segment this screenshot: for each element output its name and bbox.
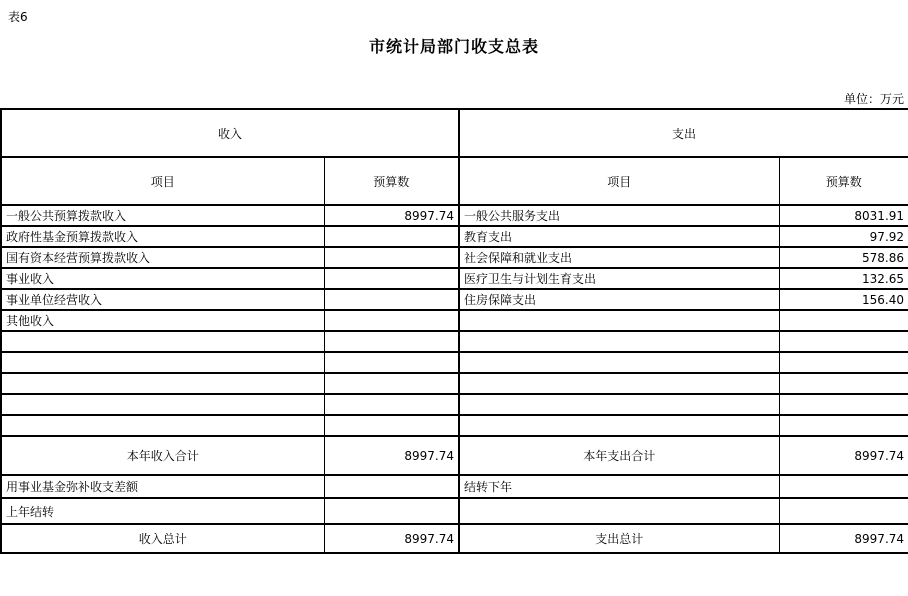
adjustment-row <box>1 475 908 498</box>
table-row <box>1 289 908 310</box>
income-budget-cell <box>324 415 459 436</box>
expense-section-header: 支出 <box>459 109 908 157</box>
subtotal-row <box>1 436 908 475</box>
income-item-cell <box>1 394 324 415</box>
expense-item-cell <box>459 331 779 352</box>
income-item-cell: 一般公共预算拨款收入 <box>1 205 324 226</box>
expense-budget-cell <box>779 331 908 352</box>
budget-table <box>0 108 908 554</box>
income-budget-cell <box>324 352 459 373</box>
expense-item-cell: 结转下年 <box>459 475 779 498</box>
expense-budget-cell: 97.92 <box>779 226 908 247</box>
expense-item-cell <box>459 310 779 331</box>
income-budget-cell <box>324 394 459 415</box>
expense-budget-cell: 132.65 <box>779 268 908 289</box>
income-item-cell: 其他收入 <box>1 310 324 331</box>
table-number-label: 表6 <box>8 10 28 24</box>
table-row <box>1 310 908 331</box>
expense-budget-cell <box>779 352 908 373</box>
income-item-cell: 政府性基金预算拨款收入 <box>1 226 324 247</box>
expense-total-value: 8997.74 <box>779 524 908 553</box>
expense-item-column-header: 项目 <box>459 157 779 205</box>
expense-item-cell: 教育支出 <box>459 226 779 247</box>
grand-total-row <box>1 524 908 553</box>
page-title: 市统计局部门收支总表 <box>368 37 539 56</box>
income-budget-column-header: 预算数 <box>324 157 459 205</box>
table-row <box>1 352 908 373</box>
expense-budget-cell: 578.86 <box>779 247 908 268</box>
table-row <box>1 331 908 352</box>
expense-budget-cell <box>779 415 908 436</box>
table-row <box>1 373 908 394</box>
income-item-cell <box>1 415 324 436</box>
income-item-cell: 国有资本经营预算拨款收入 <box>1 247 324 268</box>
column-header-row <box>1 157 908 205</box>
expense-item-cell <box>459 352 779 373</box>
expense-budget-cell: 8031.91 <box>779 205 908 226</box>
expense-budget-cell <box>779 498 908 524</box>
income-budget-cell <box>324 331 459 352</box>
income-item-cell: 事业单位经营收入 <box>1 289 324 310</box>
table-row <box>1 205 908 226</box>
income-subtotal-value: 8997.74 <box>324 436 459 475</box>
income-item-cell <box>1 352 324 373</box>
income-item-cell <box>1 331 324 352</box>
expense-budget-cell <box>779 310 908 331</box>
income-section-header: 收入 <box>1 109 459 157</box>
table-row <box>1 415 908 436</box>
expense-total-label: 支出总计 <box>459 524 779 553</box>
expense-budget-cell: 156.40 <box>779 289 908 310</box>
income-budget-cell <box>324 226 459 247</box>
income-budget-cell: 8997.74 <box>324 205 459 226</box>
expense-budget-cell <box>779 373 908 394</box>
income-budget-cell <box>324 498 459 524</box>
income-budget-cell <box>324 247 459 268</box>
income-item-cell: 事业收入 <box>1 268 324 289</box>
table-row <box>1 268 908 289</box>
section-header-row <box>1 109 908 157</box>
income-item-column-header: 项目 <box>1 157 324 205</box>
expense-subtotal-label: 本年支出合计 <box>459 436 779 475</box>
income-total-value: 8997.74 <box>324 524 459 553</box>
income-budget-cell <box>324 289 459 310</box>
expense-item-cell: 医疗卫生与计划生育支出 <box>459 268 779 289</box>
expense-item-cell <box>459 394 779 415</box>
income-budget-cell <box>324 475 459 498</box>
expense-item-cell <box>459 373 779 394</box>
expense-item-cell <box>459 498 779 524</box>
expense-item-cell: 住房保障支出 <box>459 289 779 310</box>
expense-budget-cell <box>779 475 908 498</box>
expense-subtotal-value: 8997.74 <box>779 436 908 475</box>
income-budget-cell <box>324 268 459 289</box>
income-item-cell: 用事业基金弥补收支差额 <box>1 475 324 498</box>
income-total-label: 收入总计 <box>1 524 324 553</box>
expense-budget-cell <box>779 394 908 415</box>
table-row <box>1 394 908 415</box>
expense-budget-column-header: 预算数 <box>779 157 908 205</box>
table-row <box>1 247 908 268</box>
income-subtotal-label: 本年收入合计 <box>1 436 324 475</box>
income-item-cell: 上年结转 <box>1 498 324 524</box>
income-budget-cell <box>324 373 459 394</box>
expense-item-cell: 社会保障和就业支出 <box>459 247 779 268</box>
adjustment-row <box>1 498 908 524</box>
unit-note: 单位：万元 <box>843 92 904 106</box>
expense-item-cell: 一般公共服务支出 <box>459 205 779 226</box>
income-item-cell <box>1 373 324 394</box>
table-row <box>1 226 908 247</box>
income-budget-cell <box>324 310 459 331</box>
expense-item-cell <box>459 415 779 436</box>
